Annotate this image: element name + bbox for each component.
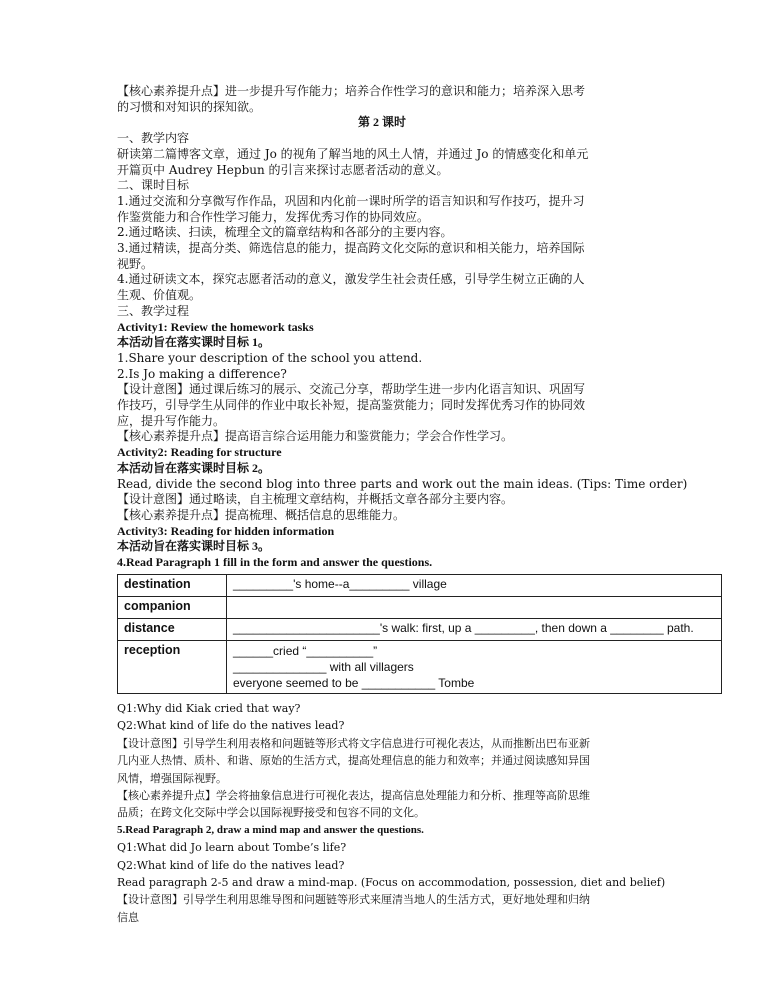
design-intent-line: 【设计意图】引导学生利用思维导图和问题链等形式来厘清当地人的生活方式，更好地处理和归纳 — [117, 893, 590, 907]
activity1-line: 应，提升写作能力。 — [117, 413, 226, 428]
form-cell — [227, 597, 722, 619]
activity2-aim: 本活动旨在落实课时目标 2。 — [117, 460, 271, 475]
question-line: Q2:What kind of life do the natives lead? — [117, 858, 345, 872]
task5-instruction: 5.Read Paragraph 2, draw a mind map and answer the questions. — [117, 823, 424, 836]
activity1-line: 作技巧，引导学生从同伴的作业中取长补短，提高鉴赏能力；同时发挥优秀习作的协同效 — [117, 398, 586, 413]
design-intent-line: 【设计意图】引导学生利用表格和问题链等形式将文字信息进行可视化表达，从而推断出巴布亚新 — [117, 736, 590, 750]
activity3-title: Activity3: Reading for hidden information — [117, 523, 335, 538]
top-line-2: 的习惯和对知识的探知欲。 — [117, 99, 262, 114]
activity1-line: 【设计意图】通过课后练习的展示、交流己分享，帮助学生进一步内化语言知识、巩固写 — [117, 382, 586, 397]
section3-heading: 三、教学过程 — [117, 303, 190, 318]
form-row-distance — [118, 619, 722, 641]
section1-line: 开篇页中 Audrey Hepbun 的引言来探讨志愿者活动的意义。 — [117, 162, 449, 177]
activity1-aim: 本活动旨在落实课时目标 1。 — [117, 335, 271, 350]
lesson-title: 第 2 课时 — [357, 115, 406, 130]
activity2-line: 【设计意图】通过略读，自主梳理文章结构，并概括文章各部分主要内容。 — [117, 492, 514, 507]
activity1-title: Activity1: Review the homework tasks — [117, 319, 314, 334]
activity2-line: 【核心素养提升点】提高梳理、概括信息的思维能力。 — [117, 507, 406, 522]
form-cell-line: ______cried “__________” — [233, 644, 378, 658]
section2-line: 2.通过略读、扫读，梳理全文的篇章结构和各部分的主要内容。 — [117, 225, 453, 240]
form-label: distance — [118, 619, 227, 641]
form-cell-line: everyone seemed to be ___________ Tombe — [233, 676, 475, 690]
form-cell: _________'s home--a_________ village — [227, 575, 722, 597]
form-label: reception — [118, 641, 227, 694]
question-line: Q2:What kind of life do the natives lead? — [117, 719, 345, 733]
section2-line: 作鉴赏能力和合作性学习能力，发挥优秀习作的协同效应。 — [117, 209, 430, 224]
form-label: destination — [118, 575, 227, 597]
design-intent-line: 几内亚人热情、质朴、和谐、原始的生活方式，提高处理信息的能力和效率；并通过阅读感知异国 — [117, 754, 590, 768]
activity2-line: Read, divide the second blog into three parts and work out the main ideas. (Tips: Time order) — [117, 476, 688, 491]
activity3-aim: 本活动旨在落实课时目标 3。 — [117, 539, 271, 554]
activity2-title: Activity2: Reading for structure — [117, 445, 282, 460]
fill-in-form — [117, 574, 722, 694]
section2-line: 生观、价值观。 — [117, 288, 202, 303]
form-row-companion — [118, 597, 722, 619]
form-cell — [227, 641, 722, 694]
section2-heading: 二、课时目标 — [117, 178, 190, 193]
design-intent-line: 风情，增强国际视野。 — [117, 771, 227, 785]
activity1-line: 2.Is Jo making a difference? — [117, 366, 287, 381]
top-line-1: 【核心素养提升点】进一步提升写作能力；培养合作性学习的意识和能力；培养深入思考 — [117, 84, 586, 98]
question-line: Q1:What did Jo learn about Tombe’s life? — [117, 841, 347, 855]
form-cell: ______________________'s walk: first, up a _________, then down a ________ path. — [227, 619, 722, 641]
form-label: companion — [118, 597, 227, 619]
design-intent-line: 信息 — [117, 910, 139, 924]
core-point-line: 【核心素养提升点】学会将抽象信息进行可视化表达，提高信息处理能力和分析、推理等高阶思维 — [117, 789, 590, 803]
section1-heading: 一、教学内容 — [117, 131, 190, 146]
section1-line: 研读第二篇博客文章，通过 Jo 的视角了解当地的风土人情，并通过 Jo 的情感变化和单元 — [117, 146, 589, 161]
form-cell-line: ______________ with all villagers — [233, 660, 414, 674]
section2-line: 1.通过交流和分享微写作作品，巩固和内化前一课时所学的语言知识和写作技巧，提升习 — [117, 193, 585, 208]
form-row-reception — [118, 641, 722, 694]
form-row-destination — [118, 575, 722, 597]
after-form-body — [117, 700, 666, 926]
instruction-line: Read paragraph 2-5 and draw a mind-map. (Focus on accommodation, possession, diet and belief) — [117, 876, 666, 890]
task4-instruction: 4.Read Paragraph 1 fill in the form and answer the questions. — [117, 555, 433, 570]
section2-line: 4.通过研读文本，探究志愿者活动的意义，激发学生社会责任感，引导学生树立正确的人 — [117, 272, 585, 287]
document-body — [117, 84, 688, 571]
core-point-line: 品质；在跨文化交际中学会以国际视野接受和包容不同的文化。 — [117, 806, 425, 820]
section2-line: 视野。 — [117, 256, 154, 271]
activity1-line: 1.Share your description of the school you attend. — [117, 350, 423, 365]
activity1-line: 【核心素养提升点】提高语言综合运用能力和鉴赏能力；学会合作性学习。 — [117, 429, 514, 444]
section2-line: 3.通过精读，提高分类、筛选信息的能力，提高跨文化交际的意识和相关能力，培养国际 — [117, 241, 585, 256]
question-line: Q1:Why did Kiak cried that way? — [117, 702, 301, 715]
